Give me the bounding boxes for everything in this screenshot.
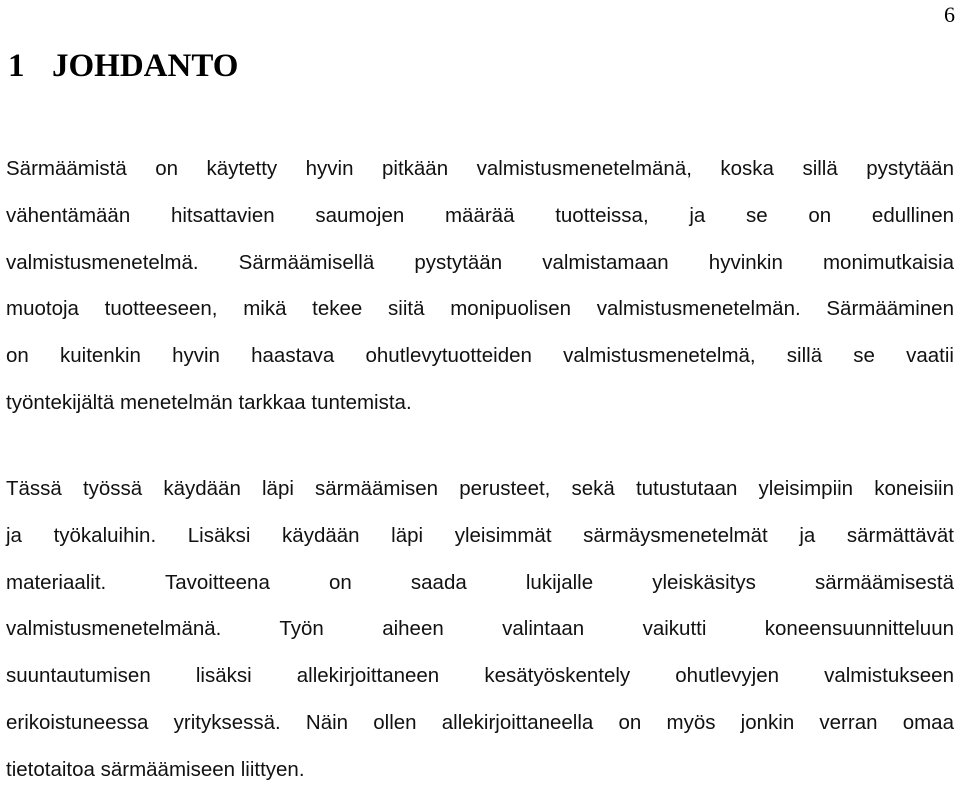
- chapter-number: 1: [8, 48, 25, 84]
- text-line: materiaalit. Tavoitteena on saada lukijalle yleiskäsitys särmäämisestä: [6, 570, 954, 594]
- paragraph-scope: [6, 476, 954, 804]
- text-line: valmistusmenetelmä. Särmäämisellä pystytään valmistamaan hyvinkin monimutkaisia: [6, 250, 954, 274]
- chapter-title: JOHDANTO: [52, 48, 239, 84]
- text-line: tietotaitoa särmäämiseen liittyen.: [6, 757, 305, 781]
- page-number: 6: [944, 2, 955, 27]
- text-line: valmistusmenetelmänä. Työn aiheen valintaan vaikutti koneensuunnitteluun: [6, 617, 954, 641]
- paragraph-intro: [6, 156, 954, 437]
- text-line: työntekijältä menetelmän tarkkaa tuntemista.: [6, 390, 412, 414]
- text-line: Särmäämistä on käytetty hyvin pitkään valmistusmenetelmänä, koska sillä pystytään: [6, 157, 954, 180]
- text-line: muotoja tuotteeseen, mikä tekee siitä monipuolisen valmistusmenetelmän. Särmääminen: [6, 297, 954, 321]
- text-line: Tässä työssä käydään läpi särmäämisen perusteet, sekä tutustutaan yleisimpiin koneisiin: [6, 477, 954, 500]
- text-line: erikoistuneessa yrityksessä. Näin ollen allekirjoittaneella on myös jonkin verran omaa: [6, 710, 954, 734]
- chapter-heading: [8, 46, 238, 86]
- text-line: suuntautumisen lisäksi allekirjoittaneen kesätyöskentely ohutlevyjen valmistukseen: [6, 664, 954, 688]
- text-line: vähentämään hitsattavien saumojen määrää tuotteissa, ja se on edullinen: [6, 203, 954, 227]
- text-line: on kuitenkin hyvin haastava ohutlevytuotteiden valmistusmenetelmä, sillä se vaatii: [6, 344, 954, 368]
- text-line: ja työkaluihin. Lisäksi käydään läpi yleisimmät särmäysmenetelmät ja särmättävät: [6, 523, 954, 547]
